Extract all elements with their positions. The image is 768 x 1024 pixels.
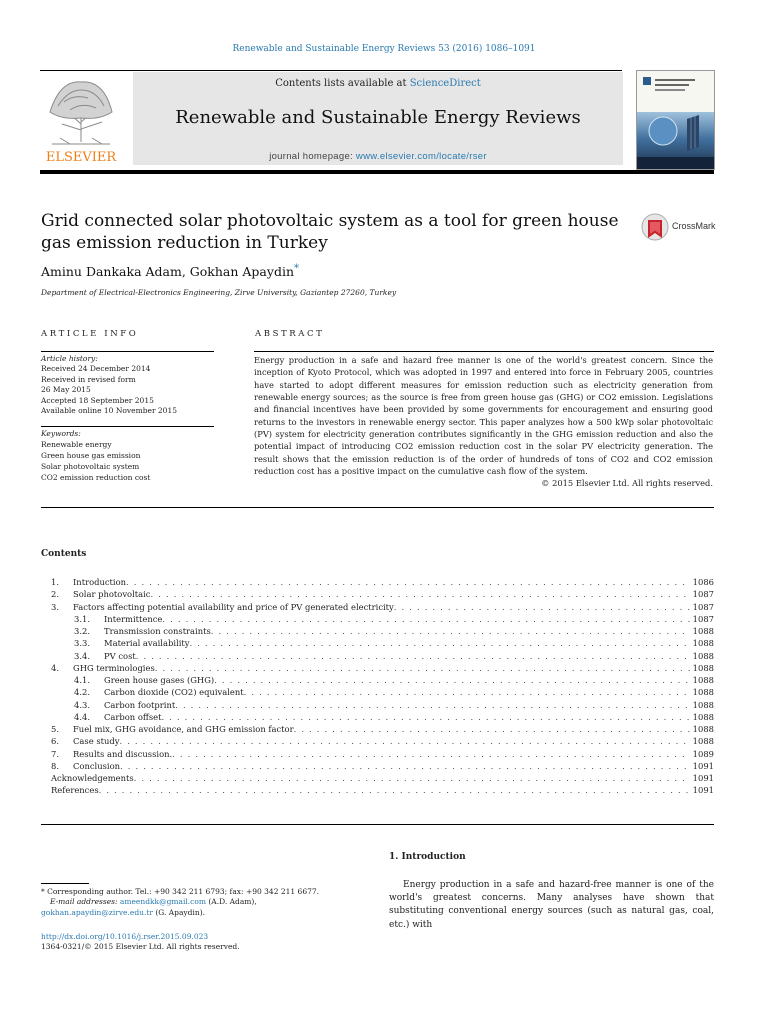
history-online: Available online 10 November 2015 [41, 406, 177, 416]
elsevier-tree-icon [40, 72, 122, 164]
toc-title[interactable]: Carbon dioxide (CO2) equivalent [104, 687, 244, 698]
toc-page-number[interactable]: 1086 [692, 577, 714, 587]
article-history [41, 354, 216, 416]
toc-title[interactable]: Carbon offset [104, 711, 162, 722]
history-received: Received 24 December 2014 [41, 364, 151, 374]
toc-page-number[interactable]: 1087 [692, 613, 714, 624]
email-link[interactable]: gokhan.apaydin@zirve.edu.tr [41, 907, 153, 917]
toc-entry[interactable] [41, 686, 714, 698]
svg-text:ELSEVIER: ELSEVIER [45, 150, 117, 164]
contents-prefix: Contents lists available at [275, 78, 410, 89]
email-owner: (A.D. Adam), [205, 897, 257, 907]
toc-entry[interactable] [41, 625, 714, 637]
abstract-paragraph: Energy production in a safe and hazard free manner is one of the world's greatest concern. Since the inception of Kyoto Protocol, which was adopted in 1997 and entered into force in February 2005, countries have started to adopt different measures for emission reduction such as electricity generation from renewable energy sources; as the source is free from green house gas (GHG) or CO2 emission. Legislations and financial incentives have been provided by some governments for encouragement and ensuring good returns to the investors in renewable energy sector. This paper analyzes how a 500 kWp solar photovoltaic (PV) system for electricity generation contributes significantly in the GHG emission reduction and also the potential impact of introducing CO2 emission reduction cost in the solar PV electricity generation. The result shows that the emission reduction is of the order of hundreds of tons of CO2 and CO2 emission reduction cost has a positive impact on the cumulative cash flow of the system. [254, 355, 713, 477]
crossmark-icon [640, 211, 670, 243]
toc-entry[interactable] [41, 576, 714, 588]
toc-page-number[interactable]: 1088 [692, 736, 714, 747]
toc-number: 3. [51, 601, 59, 612]
crossmark-label[interactable]: CrossMark [672, 221, 716, 231]
toc-page-number[interactable]: 1088 [692, 662, 714, 673]
doi-block [41, 932, 361, 953]
toc-number: 6. [51, 736, 59, 747]
toc-leader [172, 748, 690, 760]
contents-bottom-rule [41, 824, 714, 825]
toc-entry[interactable] [41, 772, 714, 784]
authors [41, 263, 299, 279]
toc-title[interactable]: GHG terminologies [73, 662, 155, 673]
email-line [41, 897, 361, 907]
email-link[interactable]: ameendkk@gmail.com [119, 897, 206, 907]
toc-entry[interactable] [41, 637, 714, 649]
toc-number: 4.1. [74, 675, 90, 685]
toc-leader [99, 784, 690, 796]
introduction-text: Energy production in a safe and hazard-free manner is one of the world's greatest concerns. Many analyses have shown that substituting conventional energy sources (such as natural gas, coal, etc.) with [389, 880, 714, 930]
toc-number: 8. [51, 760, 59, 771]
toc-entry[interactable] [41, 711, 714, 723]
abstract-copyright: © 2015 Elsevier Ltd. All rights reserved. [541, 478, 713, 489]
sciencedirect-link[interactable]: ScienceDirect [409, 78, 481, 89]
toc-title[interactable]: PV cost [104, 650, 136, 661]
toc-entry[interactable] [41, 723, 714, 735]
toc-number: 5. [51, 724, 59, 734]
toc-title[interactable]: Factors affecting potential availability and price of PV generated electricity [73, 601, 394, 612]
toc-number: 3.3. [74, 638, 90, 649]
journal-cover-image [636, 70, 715, 170]
toc-entry[interactable] [41, 662, 714, 674]
cover-art-icon [637, 71, 714, 169]
email-line-2 [41, 908, 361, 918]
toc-leader [175, 699, 689, 711]
issn-line: 1364-0321/© 2015 Elsevier Ltd. All rights reserved. [41, 942, 240, 952]
toc-entry[interactable] [41, 674, 714, 686]
toc-leader [119, 735, 689, 747]
toc-leader [155, 662, 690, 674]
toc-leader [294, 723, 690, 735]
toc-page-number[interactable]: 1091 [692, 760, 714, 771]
toc-number: 1. [51, 577, 59, 587]
toc-number: 4.4. [74, 711, 90, 722]
toc-entry[interactable] [41, 588, 714, 600]
toc-leader [134, 772, 690, 784]
toc-title[interactable]: Results and discussion. [73, 748, 173, 759]
toc-number: 4.2. [74, 687, 90, 698]
toc-page-number[interactable]: 1088 [692, 626, 714, 636]
doi-link[interactable]: http://dx.doi.org/10.1016/j.rser.2015.09.023 [41, 932, 209, 941]
history-revised-date: 26 May 2015 [41, 385, 91, 395]
footnote-rule [41, 883, 89, 884]
toc-title[interactable]: Conclusion [73, 760, 121, 771]
toc-leader [126, 576, 690, 588]
toc-leader [162, 613, 689, 625]
toc-entry[interactable] [41, 760, 714, 772]
homepage-link[interactable]: www.elsevier.com/locate/rser [355, 151, 487, 162]
keyword: CO2 emission reduction cost [41, 473, 151, 482]
toc-leader [394, 601, 690, 613]
toc-page-number[interactable]: 1088 [692, 724, 714, 734]
toc-title[interactable]: Acknowledgements [51, 773, 134, 783]
toc-title[interactable]: Fuel mix, GHG avoidance, and GHG emission factor [73, 724, 294, 734]
abstract-rule [254, 351, 714, 352]
email-label: E-mail addresses: [50, 897, 120, 907]
toc-number: 2. [51, 589, 59, 600]
toc-page-number[interactable]: 1088 [692, 675, 714, 685]
history-accepted: Accepted 18 September 2015 [41, 395, 154, 405]
toc-entry[interactable] [41, 699, 714, 711]
affiliation: Department of Electrical-Electronics Engineering, Zirve University, Gaziantep 27260, Turkey [41, 288, 397, 297]
toc-entry[interactable] [41, 613, 714, 625]
toc-page-number[interactable]: 1088 [692, 650, 714, 661]
toc-page-number[interactable]: 1088 [692, 711, 714, 722]
journal-homepage [133, 151, 623, 162]
toc-entry[interactable] [41, 650, 714, 662]
article-title: Grid connected solar photovoltaic system as a tool for green house gas emission reduction in Turkey [41, 211, 619, 253]
toc-leader [189, 637, 689, 649]
toc-number: 3.1. [74, 613, 90, 624]
corresponding-author-mark[interactable]: * [294, 263, 299, 274]
elsevier-logo [40, 72, 122, 164]
toc-page-number[interactable]: 1087 [692, 601, 714, 612]
toc-page-number[interactable]: 1091 [692, 785, 714, 796]
homepage-label: journal homepage: [269, 151, 356, 162]
keyword: Green house gas emission [41, 451, 141, 460]
toc-number: 3.4. [74, 650, 90, 661]
toc-leader [151, 588, 690, 600]
toc-number: 4.3. [74, 699, 90, 710]
toc-title[interactable]: Solar photovoltaic [73, 589, 151, 600]
article-info-rule [41, 351, 214, 352]
toc-leader [244, 686, 690, 698]
toc-title[interactable]: Case study [73, 736, 120, 747]
toc-title[interactable]: References [51, 785, 99, 796]
toc-title[interactable]: Material availability [104, 638, 190, 649]
toc-leader [120, 760, 690, 772]
article-info-heading: ARTICLE INFO [41, 329, 139, 339]
keywords [41, 428, 216, 483]
toc-number: 4. [51, 662, 59, 673]
toc-entry[interactable] [41, 601, 714, 613]
toc-entry[interactable] [41, 748, 714, 760]
abstract-heading: ABSTRACT [255, 329, 325, 339]
toc-leader [211, 625, 690, 637]
toc-page-number[interactable]: 1088 [692, 687, 714, 698]
contents-title: Contents [41, 549, 87, 559]
toc-leader [161, 711, 689, 723]
toc-number: 7. [51, 748, 59, 759]
keywords-rule [41, 426, 214, 427]
abstract-bottom-rule [41, 507, 714, 508]
abstract-body [254, 354, 713, 490]
keyword: Renewable energy [41, 440, 112, 449]
toc-title[interactable]: Green house gases (GHG) [104, 675, 215, 685]
toc-entry[interactable] [41, 784, 714, 796]
toc-title[interactable]: Intermittence [104, 613, 163, 624]
toc-page-number[interactable]: 1091 [692, 773, 714, 783]
toc-page-number[interactable]: 1088 [692, 699, 714, 710]
author-names: Aminu Dankaka Adam, Gokhan Apaydin [41, 264, 294, 280]
toc-number: 3.2. [74, 626, 90, 636]
toc-page-number[interactable]: 1088 [692, 638, 714, 649]
masthead-bottom-rule [40, 170, 714, 174]
keyword: Solar photovoltaic system [41, 462, 140, 471]
toc-page-number[interactable]: 1089 [692, 748, 714, 759]
table-of-contents [41, 576, 714, 797]
footnote [41, 887, 361, 918]
toc-entry[interactable] [41, 735, 714, 747]
masthead-top-rule [40, 70, 622, 71]
journal-title: Renewable and Sustainable Energy Reviews [175, 107, 581, 128]
toc-leader [214, 674, 689, 686]
toc-leader [136, 650, 690, 662]
running-head[interactable]: Renewable and Sustainable Energy Reviews 53 (2016) 1086–1091 [232, 44, 536, 54]
toc-title[interactable]: Introduction [73, 577, 127, 587]
email-owner: (G. Apaydin). [152, 907, 206, 917]
history-revised-label: Received in revised form [41, 374, 136, 384]
toc-title[interactable]: Transmission constraints [104, 626, 211, 636]
toc-page-number[interactable]: 1087 [692, 589, 714, 600]
toc-title[interactable]: Carbon footprint [104, 699, 176, 710]
keywords-label: Keywords: [41, 429, 81, 438]
history-label: Article history: [41, 354, 98, 363]
corresponding-author-note: * Corresponding author. Tel.: +90 342 211 6793; fax: +90 342 211 6677. [41, 887, 320, 896]
introduction-heading: 1. Introduction [389, 852, 466, 862]
contents-available [133, 78, 623, 89]
